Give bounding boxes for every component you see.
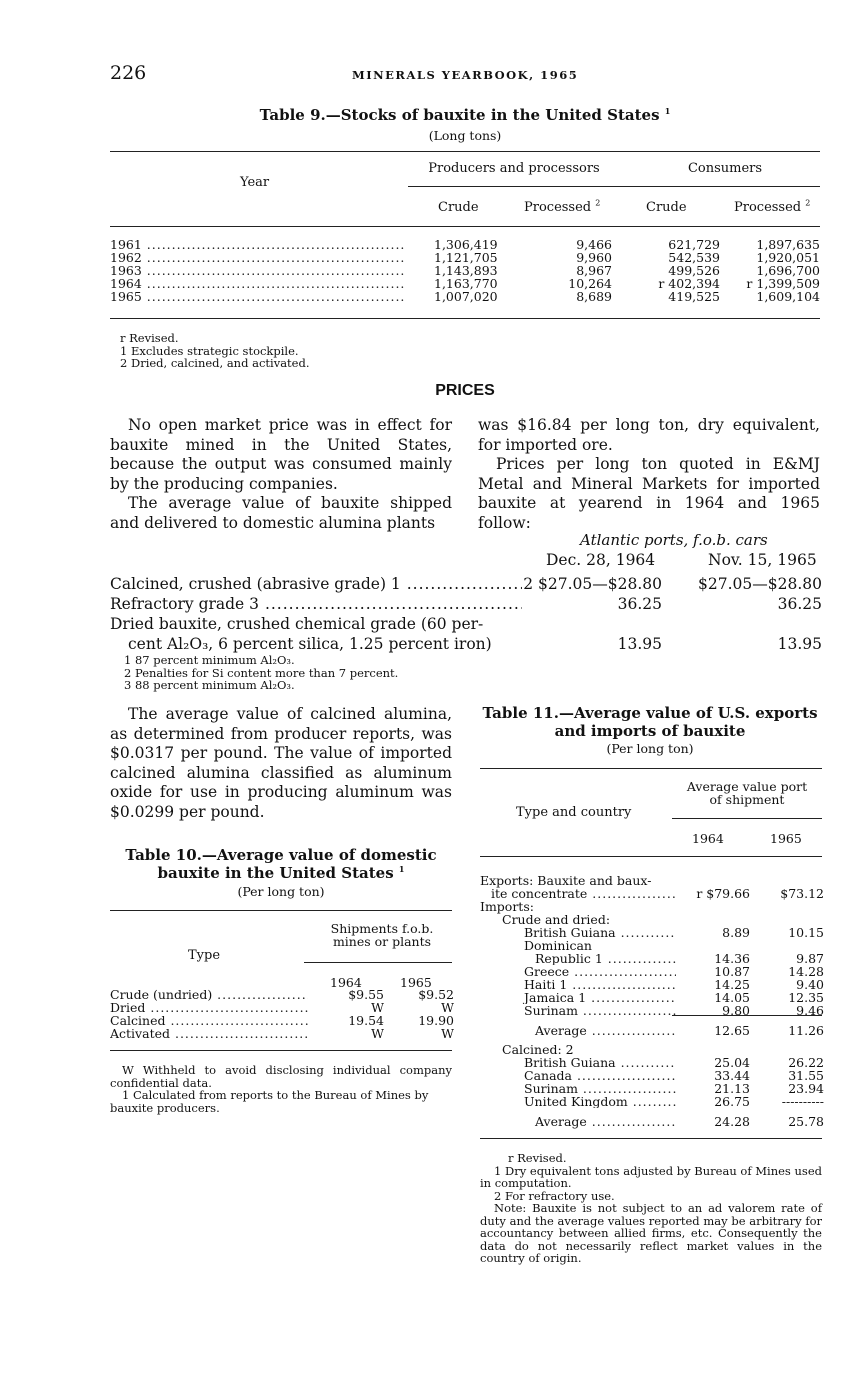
table9-footnote: 1 Excludes strategic stockpile.	[120, 343, 299, 358]
prices-right-column	[478, 416, 820, 534]
value-cell: 1,007,020	[434, 289, 498, 304]
table11-title-line: Table 11.—Average value of U.S. exports	[482, 704, 818, 722]
value-cell: 25.04	[714, 1055, 750, 1070]
table9-footnote: r Revised.	[120, 331, 179, 345]
value-cell	[676, 900, 750, 913]
table11-col-1964: 1964	[692, 831, 724, 846]
table9-top-rule	[110, 151, 820, 152]
prices-para: Prices per long ton quoted in E&MJ Metal and Mineral Markets for imported bauxite at yearend in 1964 and 1965 follow:	[478, 455, 820, 532]
value-cell: 1,897,635	[756, 237, 820, 252]
value-cell: 9.80	[722, 1003, 750, 1018]
table10-bottom-rule	[110, 1050, 452, 1051]
price-row-value: 36.25	[777, 595, 822, 613]
price-table-colheader: Atlantic ports, f.o.b. cars	[580, 531, 768, 549]
table-row	[480, 913, 824, 926]
running-header: MINERALS YEARBOOK, 1965	[352, 68, 579, 82]
value-cell: 1,920,051	[756, 250, 820, 265]
value-cell: 1,121,705	[434, 250, 498, 265]
table9-body	[110, 238, 820, 303]
table-row	[110, 1027, 454, 1040]
value-cell: 542,539	[668, 250, 720, 265]
value-cell: 25.78	[788, 1113, 824, 1129]
price-row-value: 13.95	[777, 635, 822, 653]
value-cell: 10.15	[788, 925, 824, 940]
table-row	[480, 1017, 824, 1043]
prices-para: The average value of calcined alumina, as determined from producer reports, was $0.0317 per pound. The value of imported calcined alumina classified as aluminum oxide for use in producing aluminum was $0.0299 per pound.	[110, 705, 452, 821]
value-cell: 14.36	[714, 951, 750, 966]
label-cell: Exports: Bauxite and baux-	[480, 873, 652, 888]
value-cell: W	[371, 1026, 384, 1041]
value-cell: 19.90	[418, 1013, 454, 1028]
table11-title-line: and imports of bauxite	[554, 722, 746, 740]
label-cell: Dominican	[524, 938, 592, 953]
value-cell: 1,143,893	[434, 263, 498, 278]
table-row	[480, 978, 824, 991]
table11-top-rule	[480, 768, 822, 769]
label-cell: United Kingdom .....	[480, 1095, 676, 1108]
table9-footnote: 2 Dried, calcined, and activated.	[120, 356, 310, 370]
value-cell: 33.44	[714, 1068, 750, 1083]
table-row	[480, 1043, 824, 1056]
table11-footnote: 2 For refractory use.	[494, 1188, 615, 1203]
price-footnotes	[124, 654, 398, 692]
value-cell: 10,264	[568, 276, 612, 291]
table11-footnote: Note: Bauxite is not subject to an ad valorem rate of duty and the average values reported may be arbitrary for accountancy between allied firms, etc. Consequently the data do not necessarily reflect market values in the country of origin.	[480, 1201, 822, 1265]
table9-title: Table 9.—Stocks of bauxite in the United States $^1$	[259, 106, 671, 124]
value-cell: 9.87	[796, 951, 824, 966]
value-cell: 31.55	[788, 1068, 824, 1083]
value-cell: W	[441, 1026, 454, 1041]
value-cell: $9.52	[418, 987, 454, 1002]
table-row	[110, 290, 820, 303]
table-row	[480, 1082, 824, 1095]
table-row	[480, 1069, 824, 1082]
value-cell: 12.65	[714, 1022, 750, 1038]
value-cell: $9.55	[348, 987, 384, 1002]
table11-bottom-rule	[480, 1138, 822, 1139]
table11-group: Average value port of shipment	[686, 779, 808, 807]
value-cell: 1,609,104	[756, 289, 820, 304]
prices-left-column	[110, 416, 452, 534]
value-cell: 23.94	[788, 1081, 824, 1096]
value-cell: 26.22	[788, 1055, 824, 1070]
year-cell: 1961 .....	[110, 238, 406, 251]
price-row-label: Dried bauxite, crushed chemical grade (60 per-	[110, 615, 484, 633]
value-cell: 11.26	[788, 1022, 824, 1038]
price-col-1964: Dec. 28, 1964	[546, 551, 656, 569]
prices-para: The average value of bauxite shipped and delivered to domestic alumina plants	[110, 494, 452, 532]
value-cell: 26.75	[714, 1094, 750, 1109]
value-cell: 14.28	[788, 964, 824, 979]
value-cell: 8.89	[722, 925, 750, 940]
type-cell: Dried .....	[110, 1001, 308, 1014]
label-cell: ite concentrate .....	[480, 887, 676, 900]
table10-title	[110, 846, 452, 882]
table10-footnote: W Withheld to avoid disclosing individual company confidential data.	[110, 1063, 452, 1090]
calcined-alumina-paragraph	[110, 705, 452, 823]
value-cell: 14.05	[714, 990, 750, 1005]
table11-body	[480, 874, 824, 1134]
label-cell: Average .....	[480, 1108, 676, 1134]
table11-footnote: 1 Dry equivalent tons adjusted by Bureau of Mines used in computation.	[480, 1163, 822, 1190]
table10-group: Shipments f.o.b. mines or plants	[330, 921, 434, 949]
type-cell: Crude (undried) .....	[110, 988, 308, 1001]
table10-top-rule	[110, 910, 452, 911]
table-row	[480, 991, 824, 1004]
value-cell: 1,306,419	[434, 237, 498, 252]
value-cell: 8,689	[576, 289, 612, 304]
table10-footnote: 1 Calculated from reports to the Bureau of Mines by bauxite producers.	[110, 1088, 429, 1115]
table9-group-consumers: Consumers	[687, 161, 763, 176]
table-row	[110, 988, 454, 1001]
year-cell: 1963 .....	[110, 264, 406, 277]
table-row	[480, 1108, 824, 1134]
value-cell: r 402,394	[658, 276, 720, 291]
label-cell: Haiti 1 .....	[480, 978, 676, 991]
table-row	[480, 939, 824, 952]
table10-body	[110, 988, 454, 1040]
price-row	[110, 614, 822, 634]
price-table	[110, 574, 822, 654]
label-cell: Average .....	[480, 1017, 676, 1043]
table-row	[480, 1056, 824, 1069]
price-row	[110, 634, 822, 654]
table9-col-crude1: Crude	[438, 200, 479, 215]
price-row-value: 13.95	[617, 635, 662, 653]
table-row	[110, 1014, 454, 1027]
table9-col-processed2: Processed $^2$	[734, 198, 811, 215]
value-cell: 419,525	[668, 289, 720, 304]
table9-footnotes	[120, 332, 310, 370]
prices-heading: PRICES	[435, 382, 495, 399]
table10-footnotes	[110, 1064, 452, 1114]
table10-col-1964: 1964	[330, 975, 362, 990]
table9-header-rule	[110, 226, 820, 227]
value-cell: W	[371, 1000, 384, 1015]
table9-col-processed1: Processed $^2$	[524, 198, 601, 215]
price-footnote: 1 87 percent minimum Al₂O₃.	[124, 653, 295, 667]
price-row-value: 36.25	[617, 595, 662, 613]
table-row	[480, 874, 824, 887]
value-cell: 9.40	[796, 977, 824, 992]
value-cell: 1,163,770	[434, 276, 498, 291]
value-cell	[750, 900, 824, 913]
table10-title-line: Table 10.—Average value of domestic	[125, 846, 437, 864]
table10-group-rule	[304, 962, 452, 963]
type-cell: Activated .....	[110, 1027, 308, 1040]
table11-average-rule	[672, 1015, 822, 1016]
price-row-label: Calcined, crushed (abrasive grade) 1 .....	[110, 574, 522, 594]
table9-group-producers: Producers and processors	[428, 161, 600, 176]
table-row	[110, 1001, 454, 1014]
table10-title-line: bauxite in the United States $^1$	[157, 864, 405, 882]
table10-col-type: Type	[188, 948, 221, 963]
label-cell: Calcined: 2	[502, 1042, 574, 1057]
table11-footnote: r Revised.	[508, 1151, 567, 1165]
table11-title	[478, 704, 822, 740]
price-row-label: Refractory grade 3 .....	[110, 594, 522, 614]
price-row-value: 2 $27.05—$28.80	[523, 575, 662, 593]
value-cell: 9,466	[576, 237, 612, 252]
table11-col-1965: 1965	[770, 831, 802, 846]
type-cell: Calcined .....	[110, 1014, 308, 1027]
table10-col-1965: 1965	[400, 975, 432, 990]
price-row-label: cent Al₂O₃, 6 percent silica, 1.25 percent iron)	[128, 635, 492, 653]
label-cell: Surinam .....	[480, 1082, 676, 1095]
year-cell: 1962 .....	[110, 251, 406, 264]
table-row	[480, 965, 824, 978]
value-cell: $73.12	[780, 886, 824, 901]
value-cell: 21.13	[714, 1081, 750, 1096]
price-col-1965: Nov. 15, 1965	[708, 551, 817, 569]
label-cell: British Guiana .....	[480, 926, 676, 939]
price-row-value: $27.05—$28.80	[698, 575, 822, 593]
price-footnote: 3 88 percent minimum Al₂O₃.	[124, 678, 295, 692]
page-number: 226	[110, 62, 147, 84]
label-cell: Canada .....	[480, 1069, 676, 1082]
value-cell: 9.46	[796, 1003, 824, 1018]
value-cell: 1,696,700	[756, 263, 820, 278]
value-cell: ----------	[781, 1094, 824, 1109]
table9-subtitle: (Long tons)	[428, 128, 502, 143]
price-row	[110, 574, 822, 594]
year-cell: 1964 .....	[110, 277, 406, 290]
table11-footnotes	[480, 1152, 822, 1265]
table9-col-year: Year	[240, 175, 270, 190]
value-cell: r $79.66	[696, 886, 750, 901]
label-cell: Jamaica 1 .....	[480, 991, 676, 1004]
label-cell: Greece .....	[480, 965, 676, 978]
table11-header-rule	[480, 856, 822, 857]
value-cell: r 1,399,509	[746, 276, 820, 291]
value-cell: 621,729	[668, 237, 720, 252]
table-row	[480, 952, 824, 965]
value-cell: 12.35	[788, 990, 824, 1005]
value-cell: 24.28	[714, 1113, 750, 1129]
label-cell: Republic 1 .....	[480, 952, 676, 965]
table9-group-rule	[408, 186, 820, 187]
label-cell: Surinam .....	[480, 1004, 676, 1017]
table11-group-rule	[672, 818, 822, 819]
label-cell: British Guiana .....	[480, 1056, 676, 1069]
table11-subtitle: (Per long ton)	[606, 741, 694, 756]
prices-para: No open market price was in effect for bauxite mined in the United States, because the output was consumed mainly by the producing companies.	[110, 416, 452, 493]
value-cell: 14.25	[714, 977, 750, 992]
price-row	[110, 594, 822, 614]
value-cell: 19.54	[348, 1013, 384, 1028]
value-cell: 8,967	[576, 263, 612, 278]
value-cell: 499,526	[668, 263, 720, 278]
table10-subtitle: (Per long ton)	[237, 884, 325, 899]
table9-col-crude2: Crude	[646, 200, 687, 215]
value-cell: W	[441, 1000, 454, 1015]
label-cell: Crude and dried:	[502, 912, 611, 927]
table-row	[480, 1095, 824, 1108]
value-cell: 10.87	[714, 964, 750, 979]
table9-bottom-rule	[110, 318, 820, 319]
label-cell: Imports:	[480, 899, 534, 914]
year-cell: 1965 .....	[110, 290, 406, 303]
value-cell: 9,960	[576, 250, 612, 265]
price-footnote: 2 Penalties for Si content more than 7 percent.	[124, 665, 399, 680]
prices-para: was $16.84 per long ton, dry equivalent, for imported ore.	[478, 416, 820, 454]
table11-col-type: Type and country	[516, 805, 632, 820]
